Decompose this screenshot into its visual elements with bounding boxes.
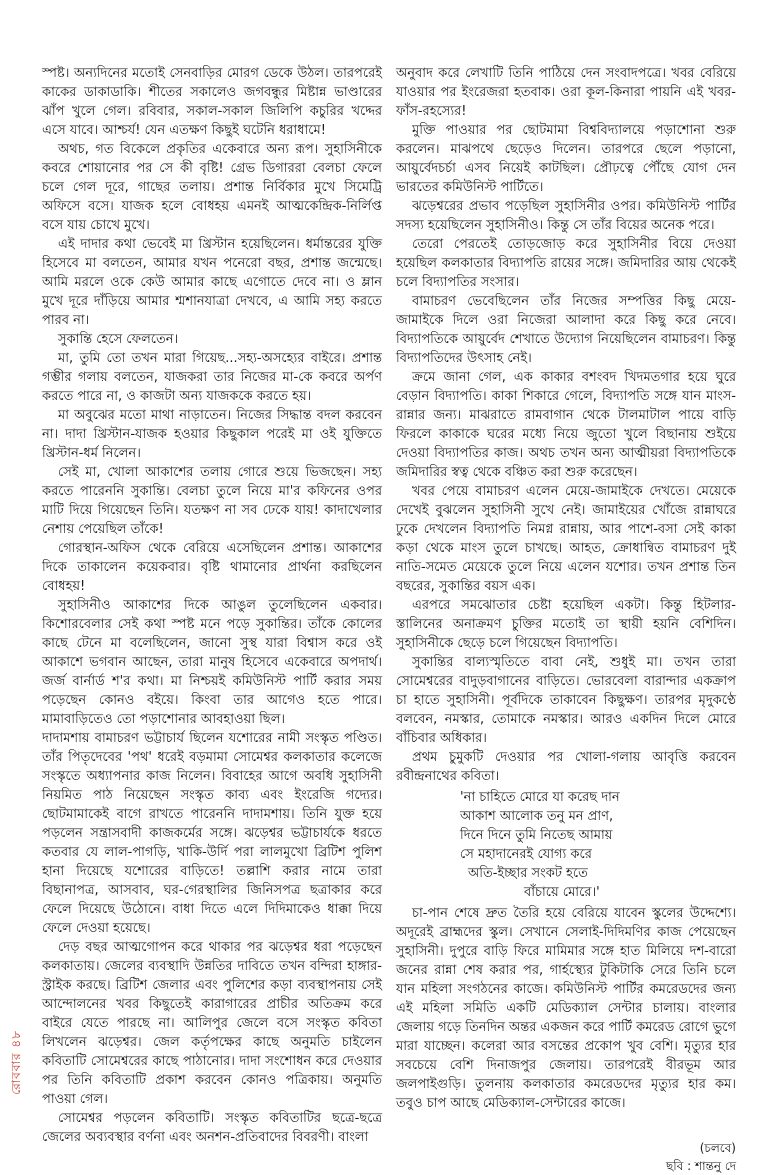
- paragraph: ঝড়েশ্বরের প্রভাব পড়েছিল সুহাসিনীর ওপর। কমিউনিস্ট পার্টির সদস্য হয়েছিলেন সুহাসিনীও। কিন্তু সে তাঁর বিয়ের অনেক পরে।: [396, 199, 736, 233]
- paragraph: সুহাসিনীও আকাশের দিকে আঙুল তুলেছিলেন একবার। কিশোরবেলার সেই কথা স্পষ্ট মনে পড়ে সুকান্তির। তাঁকে কোলের কাছে টেনে মা বলেছিলেন, জানো সুস্থ যারা বিশ্বাস করে ওই আকাশে ভগবান আছেন, তারা মানুষ হিসেবে একেবারে অপদার্থ। জর্জ বার্নার্ড শ'র কথা। মা নিশ্চয়ই কমিউনিস্ট পার্টি করার সময় পড়েছেন কোনও বইয়ে। কিংবা তার আগেও হতে পারে। মামাবাড়িতেও তো পড়াশোনার আবহাওয়া ছিল।: [42, 598, 382, 727]
- paragraph: মুক্তি পাওয়ার পর ছোটমামা বিশ্ববিদ্যালয়ে পড়াশোনা শুরু করলেন। মাঝপথে ছেড়েও দিলেন। তারপরে ছেলে পড়ানো, আয়ুর্বেদচর্চা এসব নিয়েই কাটছিল। প্রৌঢ়ত্বে পৌঁছে যোগ দেন ভারতের কমিউনিস্ট পার্টিতে।: [396, 123, 736, 195]
- photo-credit: ছবি : শান্তনু দে: [665, 1159, 736, 1173]
- poem-line: অতি-ইচ্ছার সংকট হতে: [468, 866, 588, 881]
- poem-line: বাঁচায়ে মোরে।': [524, 885, 600, 900]
- paragraph: স্পষ্ট। অন্যদিনের মতোই সেনবাড়ির মোরগ ডেকে উঠল। তারপরেই কাকের ডাকাডাকি। শীতের সকালেও জগবন্ধুর মিষ্টান্ন ভাণ্ডারের ঝাঁপ খুলে গেল। রবিবার, সকাল-সকাল জিলিপি কচুরির খদ্দের এসে যাবে। আশ্চর্য! যেন এতক্ষণ কিছুই ঘটেনি ধরাধামে!: [42, 66, 382, 138]
- to-be-continued: (চলবে): [699, 1141, 736, 1155]
- paragraph: এই দাদার কথা ভেবেই মা খ্রিস্টান হয়েছিলেন। ধর্মান্তরের যুক্তি হিসেবে মা বলতেন, আমার যখন পনেরো বছর, প্রশান্ত জন্মেছে। আমি মরলে ওকে কেউ আমার কাছে এগোতে দেবে না। ও ম্লান মুখে দূরে দাঁড়িয়ে আমার শ্মশানযাত্রা দেখবে, এ আমি সহ্য করতে পারব না।: [42, 237, 382, 328]
- paragraph: সুকান্তির বাল্যস্মৃতিতে বাবা নেই, শুধুই মা। তখন তারা সোমেশ্বরের বাদুড়বাগানের বাড়িতে। ভোরবেলা বারান্দার একক্রাপ চা হাতে সুহাসিনী। পূর্বদিকে তাকাবেন কিছুক্ষণ। তারপর মৃদুকণ্ঠে বলবেন, নমস্কার, তোমাকে নমস্কার। আরও একদিন দিলে মোরে বাঁচিবার অধিকার।: [396, 655, 736, 746]
- paragraph: অথচ, গত বিকেলে প্রকৃতির একেবারে অন্য রূপ। সুহাসিনীকে কবরে শোয়ানোর পর সে কী বৃষ্টি! গ্রেভ ডিগাররা বেলচা ফেলে চলে গেল দূরে, গাছের তলায়। প্রশান্ত নির্বিকার মুখে সিমেট্রি অফিসে বসে। যাজক হলে বোধহয় এমনই আত্মকেন্দ্রিক-নির্লিপ্ত বসে যায় চোখে মুখে।: [42, 142, 382, 233]
- poem-line: 'না চাহিতে মোরে যা করেছ দান: [460, 790, 620, 805]
- paragraph: তেরো পেরতেই তোড়জোড় করে সুহাসিনীর বিয়ে দেওয়া হয়েছিল কলকাতার বিদ্যাপতি রায়ের সঙ্গে। জমিদারির আয় থেকেই চলে বিদ্যাপতির সংসার।: [396, 237, 736, 290]
- paragraph: সুকান্তি হেসে ফেলতেন।: [58, 332, 179, 347]
- paragraph: দাদামশায় বামাচরণ ভট্টাচার্য ছিলেন যশোরের নামী সংস্কৃত পণ্ডিত। তাঁর পিতৃদেবের 'পথ' ধরেই বড়মামা সোমেশ্বর কলকাতার কলেজে সংস্কৃতে অধ্যাপনার কাজ নিলেন। বিবাহের আগে অবধি সুহাসিনী নিয়মিত পাঠ নিয়েছেন সংস্কৃত কাব্য এবং ইংরেজি গদ্যের। ছোটমামাকেই বাগে রাখতে পারেননি দাদামশায়। তিনি যুক্ত হয়ে পড়লেন সন্ত্রাসবাদী কাজকর্মের সঙ্গে। ঝড়েশ্বর ভট্টাচার্যকে ধরতে কতবার যে লাল-পাগড়ি, খাকি-উর্দি পরা লালমুখো ব্রিটিশ পুলিশ হানা দিয়েছে যশোরের বাড়িতে! তল্লাশি করার নামে তারা বিছানাপত্র, আসবাব, ঘর-গেরস্থালির জিনিসপত্র ছত্রাকার করে ফেলে দিয়েছে উঠোনে। বাধা দিতে এলে দিদিমাকেও ধাক্কা দিয়ে ফেলে দেওয়া হয়েছে।: [42, 731, 382, 936]
- paragraph: সেই মা, খোলা আকাশের তলায় গোরে শুয়ে ভিজছেন। সহ্য করতে পারেননি সুকান্তি। বেলচা তুলে নিয়ে মা'র কফিনের ওপর মাটি দিয়ে গিয়েছেন তিনি। যতক্ষণ না সব ঢেকে যায়! কাদাখেলার নেশায় পেয়েছিল তাঁকে!: [42, 465, 382, 537]
- poem-quote: [460, 788, 736, 902]
- poem-line: সে মহাদানেরই যোগ্য করে: [460, 847, 592, 862]
- poem-line: আকাশ আলোক তনু মন প্রাণ,: [460, 809, 614, 824]
- poem-line: দিনে দিনে তুমি নিতেছ আমায়: [460, 828, 613, 843]
- paragraph: অনুবাদ করে লেখাটি তিনি পাঠিয়ে দেন সংবাদপত্রে। খবর বেরিয়ে যাওয়ার পর ইংরেজরা হতবাক। ওরা কূল-কিনারা পায়নি এই খবর-ফাঁস-রহস্যের!: [396, 66, 736, 119]
- paragraph: গোরস্থান-অফিস থেকে বেরিয়ে এসেছিলেন প্রশান্ত। আকাশের দিকে তাকালেন কয়েকবার। বৃষ্টি থামানোর প্রার্থনা করছিলেন বোধহয়!: [42, 541, 382, 594]
- paragraph: বামাচরণ ভেবেছিলেন তাঁর নিজের সম্পত্তির কিছু মেয়ে-জামাইকে দিলে ওরা নিজেরা আলাদা করে কিছু করে নেবে। বিদ্যাপতিকে আয়ুর্বেদ শেখাতে উদ্যোগ নিয়েছিলেন বামাচরণ। কিন্তু বিদ্যাপতিদের উৎসাহ নেই।: [396, 294, 736, 366]
- left-column: [42, 64, 382, 1147]
- paragraph: মা অবুঝের মতো মাথা নাড়াতেন। নিজের সিদ্ধান্ত বদল করবেন না। দাদা খ্রিস্টান-যাজক হওয়ার কিছুকাল পরেই মা ওই যুক্তিতে খ্রিস্টান-ধর্ম নিলেন।: [42, 408, 382, 461]
- page-footer-label: রোববার ৪৮: [9, 1030, 23, 1095]
- right-column: [396, 64, 736, 1175]
- paragraph: চা-পান শেষে দ্রুত তৈরি হয়ে বেরিয়ে যাবেন স্কুলের উদ্দেশ্যে। অদূরেই ব্রাহ্মদের স্কুল। সেখানে সেলাই-দিদিমণির কাজ পেয়েছেন সুহাসিনী। দুপুরে বাড়ি ফিরে মামিমার সঙ্গে হাত মিলিয়ে দশ-বারো জনের রান্না শেষ করার পর, গার্হস্থ্যের টুকিটাকি সেরে তিনি চলে যান মহিলা সংগঠনের কাজে। কমিউনিস্ট পার্টির কমরেডদের জন্য এই মহিলা সমিতি একটি মেডিক্যাল সেন্টার চালায়। বাংলার জেলায় গড়ে তিনদিন অন্তর একজন করে পার্টি কমরেড রোগে ভুগে মারা যাচ্ছেন। কলেরা আর বসন্তের প্রকোপ খুব বেশি। মৃত্যুর হার সবচেয়ে বেশি দিনাজপুর জেলায়। তারপরেই বীরভূম আর জলপাইগুড়ি। তুলনায় কলকাতার কমরেডদের মৃত্যুর হার কম। তবুও চাপ আছে মেডিক্যাল-সেন্টারের কাজে।: [396, 906, 737, 1111]
- paragraph: খবর পেয়ে বামাচরণ এলেন মেয়ে-জামাইকে দেখতে। মেয়েকে দেখেই বুঝলেন সুহাসিনী সুখে নেই। জামাইয়ের খোঁজে রান্নাঘরে ঢুকে দেখলেন বিদ্যাপতি নিমগ্ন রান্নায়, আর পাশে-বসা সেই কাকা কড়া থেকে মাংস তুলে চাখছে। আহত, ক্রোধান্বিত বামাচরণ দুই নাতি-সমেত মেয়েকে তুলে নিয়ে এলেন যশোর। তখন প্রশান্ত তিন বছরের, সুকান্তির বয়স এক।: [396, 484, 736, 594]
- paragraph: এরপরে সমঝোতার চেষ্টা হয়েছিল একটা। কিন্তু হিটলার-স্তালিনের অনাক্রমণ চুক্তির মতোই তা স্থায়ী হয়নি বেশিদিন। সুহাসিনীকে ছেড়ে চলে গিয়েছেন বিদ্যাপতি।: [396, 598, 736, 651]
- paragraph: সোমেশ্বর পড়লেন কবিতাটি। সংস্কৃত কবিতাটির ছত্রে-ছত্রে জেলের অব্যবস্থার বর্ণনা এবং অনশন-প্রতিবাদের বিবরণী। বাংলা: [42, 1111, 382, 1145]
- paragraph: ক্রমে জানা গেল, এক কাকার বশংবদ খিদমতগার হয়ে ঘুরে বেড়ান বিদ্যাপতি। কাকা শিকারে গেলে, বিদ্যাপতি সঙ্গে যান মাংস-রান্নার জন্য। মাঝরাতে রামবাগান থেকে টালমাটাল পায়ে বাড়ি ফিরলে কাকাকে ঘরের মধ্যে নিয়ে জুতো খুলে বিছানায় শুইয়ে দেওয়া বিদ্যাপতির কাজ। অথচ তখন অন্য আত্মীয়রা বিদ্যাপতিকে জমিদারির স্বত্ব থেকে বঞ্চিত করা শুরু করেছেন।: [396, 370, 736, 480]
- paragraph: মা, তুমি তো তখন মারা গিয়েছ...সহ্য-অসহ্যের বাইরে। প্রশান্ত গম্ভীর গলায় বলতেন, যাজকরা তার নিজের মা-কে কবরে অর্পণ করতে পারে না, ও কাজটা অন্য যাজককে করতে হয়।: [42, 351, 382, 404]
- paragraph: প্রথম চুমুকটি দেওয়ার পর খোলা-গলায় আবৃত্তি করবেন রবীন্দ্রনাথের কবিতা।: [396, 750, 736, 784]
- paragraph: দেড় বছর আত্মগোপন করে থাকার পর ঝড়েশ্বর ধরা পড়েছেন কলকাতায়। জেলের ব্যবস্থাদি উন্নতির দাবিতে তখন বন্দিরা হাঙ্গার-স্ট্রাইক করছে। ব্রিটিশ জেলার এবং পুলিশের কড়া ব্যবস্থাপনায় সেই আন্দোলনের খবর কিছুতেই কারাগারের প্রাচীর অতিক্রম করে বাইরে যেতে পারছে না। আলিপুর জেলে বসে সংস্কৃত কবিতা লিখলেন ঝড়েশ্বর। জেল কর্তৃপক্ষের কাছে অনুমতি চাইলেন কবিতাটি সোমেশ্বরের কাছে পাঠানোর। দাদা সংশোধন করে দেওয়ার পর তিনি কবিতাটি প্রকাশ করবেন কোনও পত্রিকায়। অনুমতি পাওয়া গেল।: [42, 940, 382, 1107]
